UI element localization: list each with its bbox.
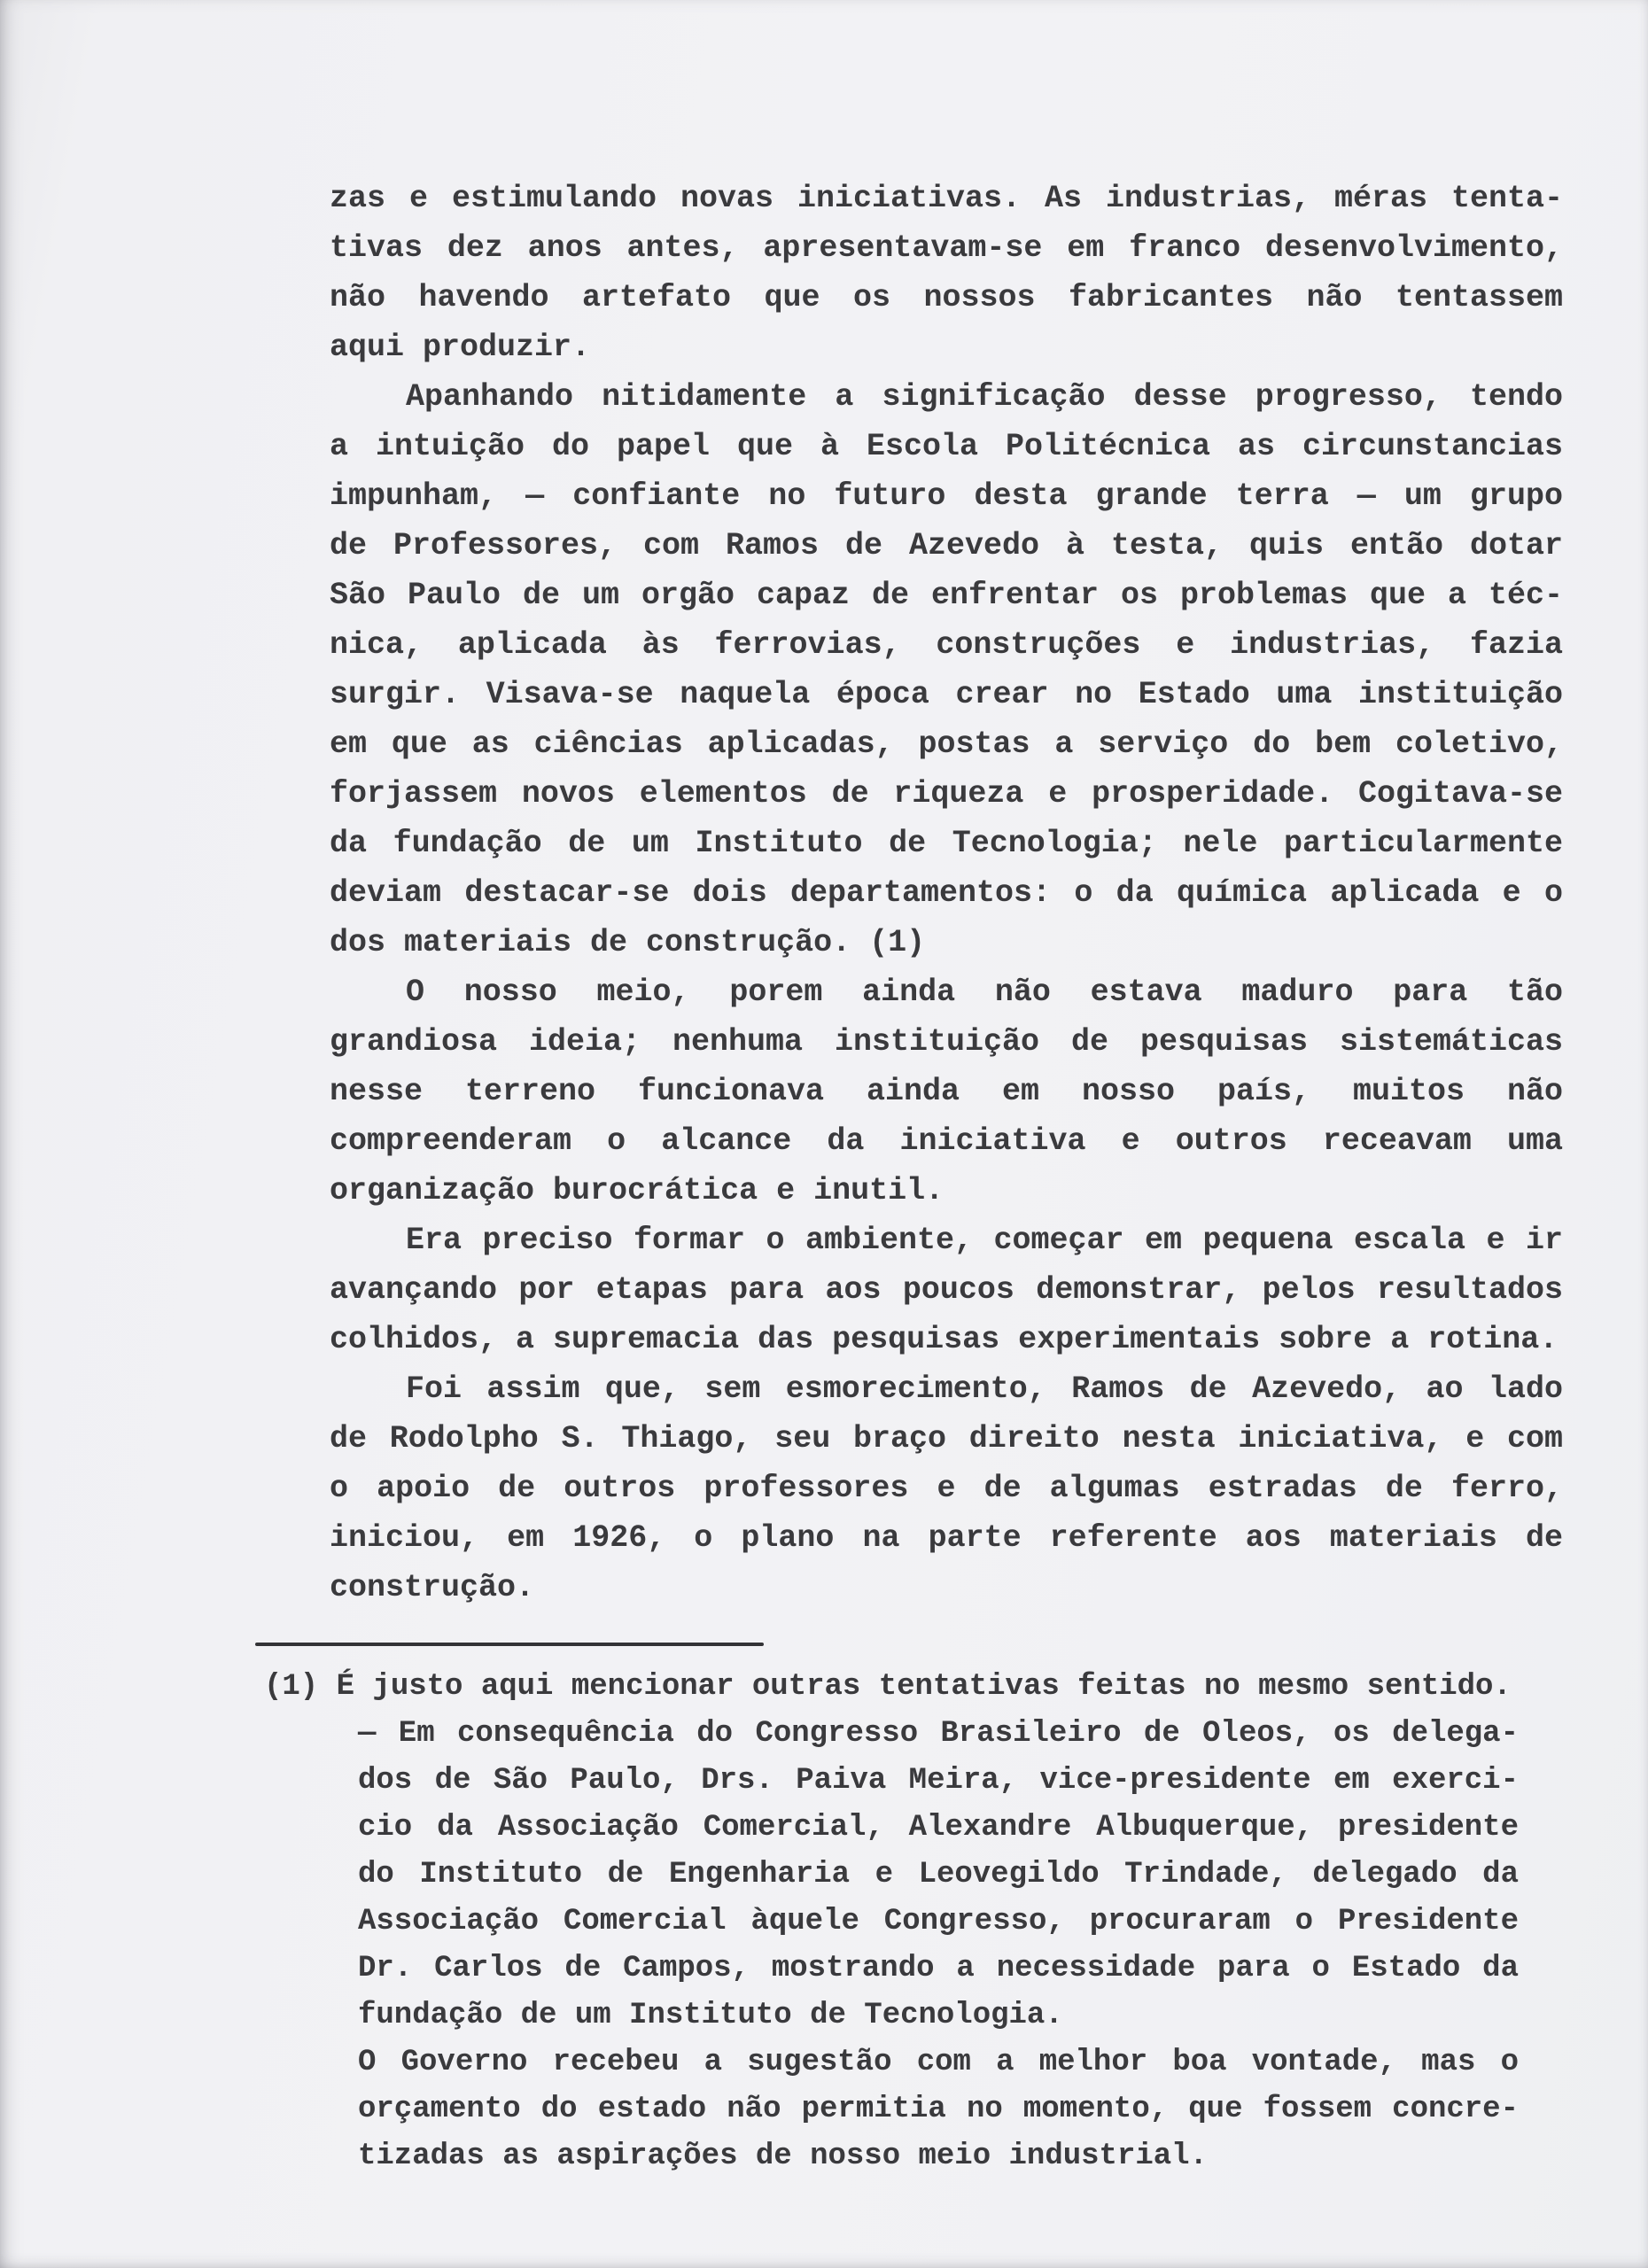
text-line: da fundação de um Instituto de Tecnologia; nele particularmente	[330, 826, 1563, 861]
paragraph-5	[330, 1364, 1563, 1612]
text-line: o apoio de outros professores e de algumas estradas de ferro,	[330, 1471, 1563, 1506]
footnote-marker-line: (1) É justo aqui mencionar outras tentativas feitas no mesmo sentido.	[264, 1670, 1512, 1704]
text-line: compreenderam o alcance da iniciativa e outros receavam uma	[330, 1123, 1563, 1159]
paragraph-4	[330, 1216, 1563, 1364]
paragraph-2	[330, 372, 1563, 967]
footnote-line: do Instituto de Engenharia e Leovegildo Trindade, delegado da	[358, 1858, 1519, 1891]
text-line: deviam destacar-se dois departamentos: o da química aplicada e o	[330, 875, 1563, 911]
text-line: a intuição do papel que à Escola Politécnica as circunstancias	[330, 429, 1563, 464]
footnote-line: cio da Associação Comercial, Alexandre Albuquerque, presidente	[358, 1811, 1519, 1845]
text-line: nica, aplicada às ferrovias, construções e industrias, fazia	[330, 627, 1563, 663]
text-line: impunham, — confiante no futuro desta grande terra — um grupo	[330, 478, 1563, 514]
footnote-line: — Em consequência do Congresso Brasileiro de Oleos, os delega-	[358, 1717, 1519, 1751]
footnote-line: Dr. Carlos de Campos, mostrando a necessidade para o Estado da	[358, 1952, 1519, 1985]
text-line: avançando por etapas para aos poucos demonstrar, pelos resultados	[330, 1272, 1563, 1308]
text-line: de Professores, com Ramos de Azevedo à testa, quis então dotar	[330, 528, 1563, 563]
text-line: em que as ciências aplicadas, postas a serviço do bem coletivo,	[330, 726, 1563, 762]
footnote-line: fundação de um Instituto de Tecnologia.	[358, 1999, 1063, 2032]
text-line: dos materiais de construção. (1)	[330, 925, 926, 960]
text-line: construção.	[330, 1570, 535, 1605]
footnote-line: orçamento do estado não permitia no momento, que fossem concre-	[358, 2093, 1519, 2126]
text-line: surgir. Visava-se naquela época crear no Estado uma instituição	[330, 677, 1563, 712]
text-line: Era preciso formar o ambiente, começar em pequena escala e ir	[406, 1223, 1563, 1258]
text-line: nesse terreno funcionava ainda em nosso país, muitos não	[330, 1074, 1563, 1109]
text-line: forjassem novos elementos de riqueza e prosperidade. Cogitava-se	[330, 776, 1563, 812]
footnote-line: tizadas as aspirações de nosso meio industrial.	[358, 2140, 1208, 2173]
footnote-line: O Governo recebeu a sugestão com a melhor boa vontade, mas o	[358, 2046, 1519, 2079]
footnote-block	[264, 1664, 1519, 2180]
text-line: não havendo artefato que os nossos fabricantes não tentassem	[330, 280, 1563, 315]
footnote-line: Associação Comercial àquele Congresso, procuraram o Presidente	[358, 1905, 1519, 1938]
text-line: Apanhando nitidamente a significação desse progresso, tendo	[406, 379, 1563, 415]
paragraph-3	[330, 967, 1563, 1216]
footnote-divider	[255, 1643, 764, 1646]
main-text-block	[330, 174, 1563, 1612]
text-line: O nosso meio, porem ainda não estava maduro para tão	[406, 975, 1563, 1010]
text-line: aqui produzir.	[330, 330, 591, 365]
text-line: organização burocrática e inutil.	[330, 1173, 944, 1208]
paragraph-1	[330, 174, 1563, 372]
text-line: zas e estimulando novas iniciativas. As industrias, méras tenta-	[330, 181, 1563, 216]
text-line: colhidos, a supremacia das pesquisas experimentais sobre a rotina.	[330, 1322, 1559, 1357]
text-line: tivas dez anos antes, apresentavam-se em franco desenvolvimento,	[330, 230, 1563, 266]
text-line: iniciou, em 1926, o plano na parte referente aos materiais de	[330, 1520, 1563, 1556]
text-line: Foi assim que, sem esmorecimento, Ramos de Azevedo, ao lado	[406, 1371, 1563, 1407]
text-line: São Paulo de um orgão capaz de enfrentar os problemas que a téc-	[330, 578, 1563, 613]
footnote-line: dos de São Paulo, Drs. Paiva Meira, vice-presidente em exerci-	[358, 1764, 1519, 1798]
text-line: de Rodolpho S. Thiago, seu braço direito nesta iniciativa, e com	[330, 1421, 1563, 1456]
text-line: grandiosa ideia; nenhuma instituição de pesquisas sistemáticas	[330, 1024, 1563, 1060]
